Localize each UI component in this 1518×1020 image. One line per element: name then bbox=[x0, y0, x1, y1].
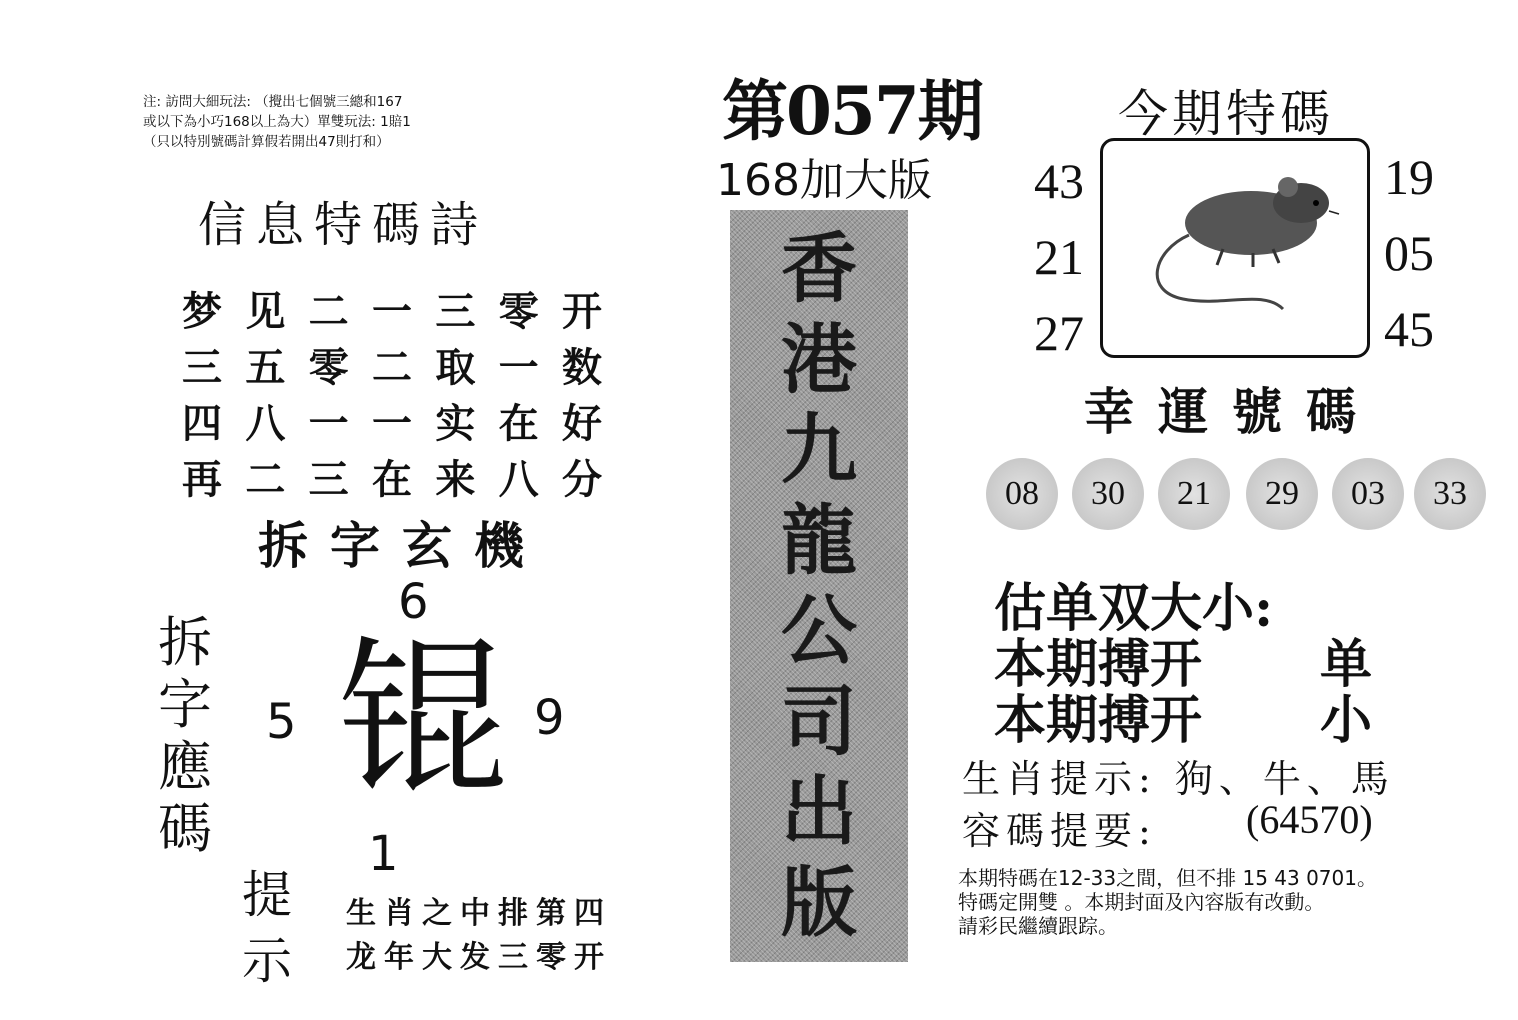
banner-char: 出 bbox=[781, 767, 857, 857]
poem-char: 在 bbox=[371, 456, 412, 503]
poem-char: 再 bbox=[182, 456, 222, 503]
poem-char: 二 bbox=[371, 344, 412, 391]
chaizi-vertical-label bbox=[150, 612, 220, 860]
poem-char: 见 bbox=[245, 288, 286, 335]
special-number: 27 bbox=[1034, 305, 1084, 361]
banner-char: 龍 bbox=[781, 495, 857, 585]
tip-label-char: 示 bbox=[242, 932, 292, 990]
vertical-label-char: 碼 bbox=[158, 797, 212, 860]
banner-char: 九 bbox=[781, 405, 857, 495]
poem-char: 来 bbox=[435, 456, 476, 503]
tip-label-char: 提 bbox=[242, 866, 292, 924]
chaizi-number-right: 9 bbox=[534, 690, 565, 746]
chaizi-title: 拆字玄機 bbox=[258, 516, 546, 575]
poem-row bbox=[182, 336, 602, 392]
footnote-line: 請彩民繼續跟踪。 bbox=[958, 914, 1118, 938]
lucky-number-ball: 30 bbox=[1072, 458, 1144, 530]
banner-char: 港 bbox=[781, 314, 857, 404]
poem-char: 零 bbox=[308, 344, 349, 391]
banner-char: 香 bbox=[781, 224, 857, 314]
poem-char: 数 bbox=[561, 344, 602, 391]
poem-title: 信息特碼詩 bbox=[198, 197, 489, 253]
poem-row bbox=[182, 392, 602, 448]
poem-char: 三 bbox=[435, 288, 476, 335]
banner-char: 公 bbox=[781, 586, 857, 676]
poem-char: 四 bbox=[182, 400, 222, 447]
zodiac-hint: 生肖提示: 狗、牛、馬 bbox=[962, 757, 1395, 801]
poem-char: 在 bbox=[498, 400, 539, 447]
lucky-numbers-title: 幸運號碼 bbox=[1084, 382, 1380, 441]
edition-label: 168加大版 bbox=[716, 155, 932, 206]
poem-char: 五 bbox=[245, 344, 286, 391]
vertical-label-char: 字 bbox=[158, 673, 212, 736]
footnote-line: 特碼定開雙 。本期封面及內容版有改動。 bbox=[958, 890, 1325, 914]
vertical-label-char: 拆 bbox=[158, 611, 212, 674]
code-hint-value: (64570) bbox=[1246, 797, 1373, 842]
special-number: 19 bbox=[1384, 149, 1434, 205]
publisher-banner bbox=[730, 210, 908, 962]
rat-icon bbox=[1103, 141, 1367, 355]
lucky-number-ball: 29 bbox=[1246, 458, 1318, 530]
special-number: 21 bbox=[1034, 229, 1084, 285]
rules-note-line: （只以特別號碼計算假若開出47則打和） bbox=[143, 134, 390, 150]
poem-char: 三 bbox=[182, 344, 222, 391]
lucky-numbers bbox=[986, 458, 1486, 534]
poem-char: 实 bbox=[435, 400, 476, 447]
footnote bbox=[958, 866, 1498, 938]
poem-char: 八 bbox=[498, 456, 539, 503]
chaizi-number-bottom: 1 bbox=[368, 826, 399, 882]
special-number: 43 bbox=[1034, 153, 1084, 209]
poem-char: 好 bbox=[561, 400, 602, 447]
poem-char: 八 bbox=[245, 400, 286, 447]
code-hint-label: 容碼提要: bbox=[962, 809, 1157, 853]
poem-char: 一 bbox=[371, 288, 412, 335]
chaizi-number-left: 5 bbox=[266, 694, 297, 750]
poem-char: 二 bbox=[308, 288, 349, 335]
poem-char: 分 bbox=[561, 456, 602, 503]
tip-label bbox=[232, 862, 302, 994]
tip-line: 生肖之中排第四 bbox=[346, 896, 612, 931]
poem-char: 零 bbox=[498, 288, 539, 335]
poem-char: 三 bbox=[308, 456, 349, 503]
poem-char: 一 bbox=[498, 344, 539, 391]
lucky-number-ball: 03 bbox=[1332, 458, 1404, 530]
special-number: 05 bbox=[1384, 225, 1434, 281]
special-code-title: 今期特碼 bbox=[1118, 85, 1334, 143]
rules-note bbox=[143, 92, 563, 152]
lucky-number-ball: 21 bbox=[1158, 458, 1230, 530]
vertical-label-char: 應 bbox=[158, 735, 212, 798]
poem-char: 取 bbox=[435, 344, 476, 391]
footnote-line: 本期特碼在12-33之間，但不排 15 43 0701。 bbox=[958, 866, 1377, 890]
poem-char: 一 bbox=[371, 400, 412, 447]
poem-row bbox=[182, 280, 602, 336]
special-number: 45 bbox=[1384, 301, 1434, 357]
lucky-number-ball: 08 bbox=[986, 458, 1058, 530]
banner-char: 司 bbox=[781, 676, 857, 766]
lucky-number-ball: 33 bbox=[1414, 458, 1486, 530]
rules-note-line: 注: 訪問大細玩法: （攪出七個號三總和167 bbox=[143, 94, 403, 110]
guess-title: 估单双大小: bbox=[994, 578, 1274, 639]
chaizi-character: 锟 bbox=[338, 621, 509, 819]
poem-grid bbox=[182, 280, 602, 504]
poem-char: 梦 bbox=[182, 288, 222, 335]
rules-note-line: 或以下為小巧168以上為大）單雙玩法: 1賠1 bbox=[143, 114, 411, 130]
issue-number: 第057期 bbox=[722, 72, 982, 150]
poem-char: 开 bbox=[561, 288, 602, 335]
draw-value-odd-even: 单 bbox=[1320, 634, 1373, 695]
poem-row bbox=[182, 448, 602, 504]
poem-char: 二 bbox=[245, 456, 286, 503]
banner-char: 版 bbox=[781, 857, 857, 947]
poem-char: 一 bbox=[308, 400, 349, 447]
draw-label: 本期搏开 bbox=[994, 690, 1203, 751]
zodiac-box bbox=[1100, 138, 1370, 358]
draw-label: 本期搏开 bbox=[994, 634, 1203, 695]
chaizi-number-top: 6 bbox=[398, 574, 429, 630]
draw-value-size: 小 bbox=[1320, 690, 1373, 751]
tip-line: 龙年大发三零开 bbox=[346, 940, 612, 975]
